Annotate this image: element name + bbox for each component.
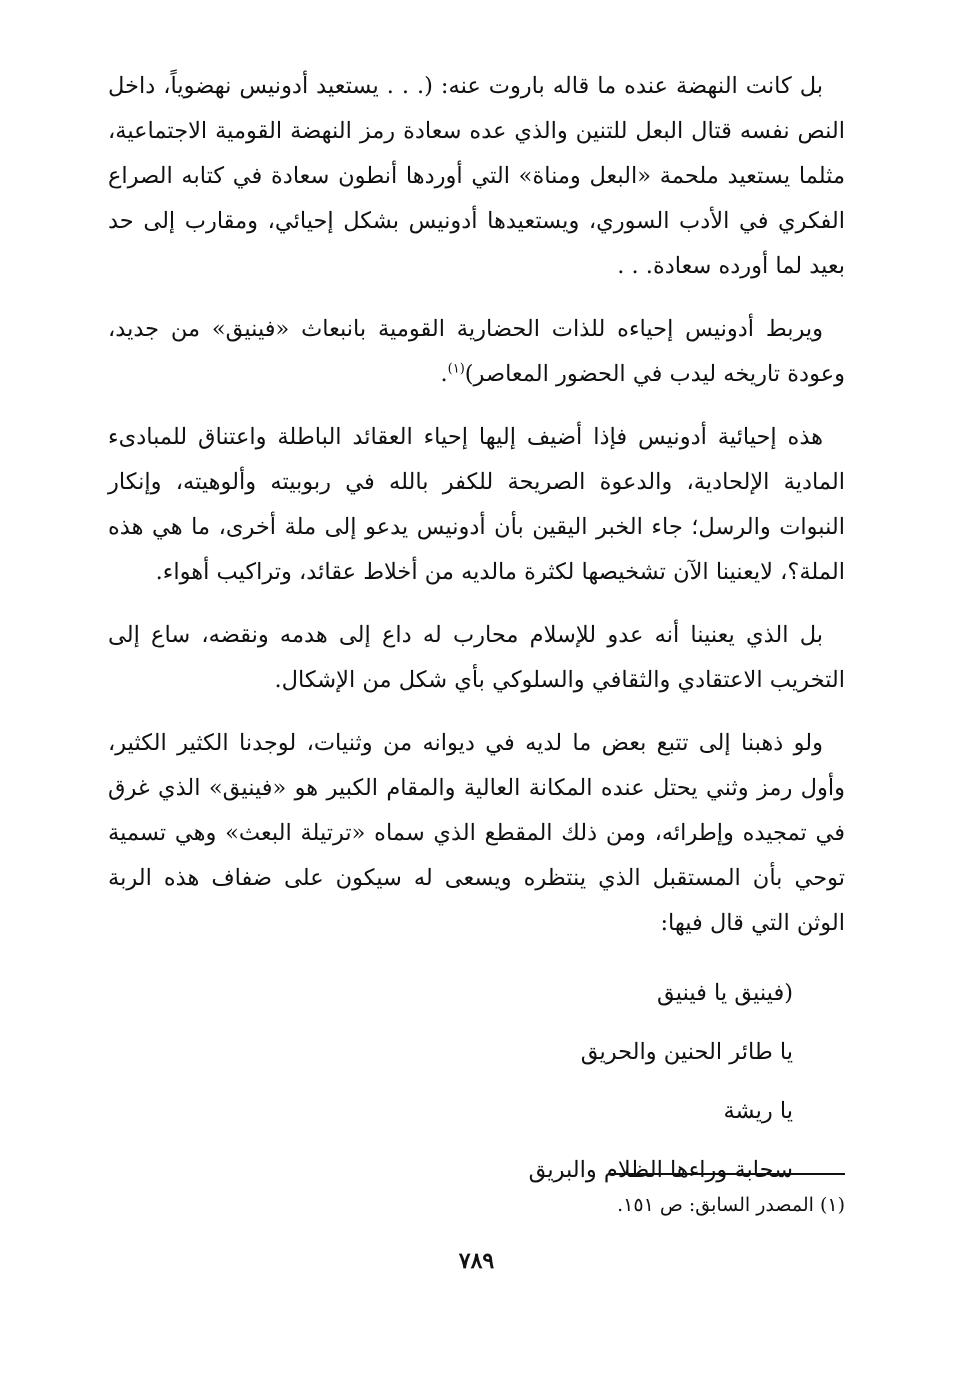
main-text bbox=[108, 64, 845, 1200]
paragraph-4: بل الذي يعنينا أنه عدو للإسلام محارب له داع إلى هدمه ونقضه، ساع إلى التخريب الاعتقادي والثقافي والسلوكي بأي شكل من الإشكال. bbox=[108, 622, 845, 693]
paragraph-2-text: ويربط أدونيس إحياءه للذات الحضارية القومية بانبعاث «فينيق» من جديد، وعودة تاريخه ليدب في الحضور المعاصر) bbox=[108, 316, 845, 387]
footnote-divider bbox=[608, 1173, 845, 1175]
poem-line-3: يا ريشة bbox=[723, 1098, 793, 1124]
page-number: ٧٨٩ bbox=[458, 1248, 495, 1274]
footnote-reference: (١) bbox=[447, 361, 465, 377]
footnote: (١) المصدر السابق: ص ١٥١. bbox=[617, 1194, 845, 1216]
poem-line-1: (فينيق يا فينيق bbox=[657, 980, 793, 1006]
paragraph-1: بل كانت النهضة عنده ما قاله باروت عنه: (. . . يستعيد أدونيس نهضوياً، داخل النص نفسه قتال البعل للتنين والذي عده سعادة رمز النهضة القومية الاجتماعية، مثلما يستعيد ملحمة «البعل ومناة» التي أوردها أنطون سعادة في كتابه الصراع الفكري في الأدب السوري، ويستعيدها أدونيس بشكل إحيائي، ومقارب إلى حد بعيد لما أورده سعادة. . . bbox=[108, 73, 845, 279]
paragraph-2 bbox=[108, 307, 845, 397]
paragraph-3: هذه إحيائية أدونيس فإذا أضيف إليها إحياء العقائد الباطلة واعتناق للمبادىء المادية الإلحادية، والدعوة الصريحة للكفر بالله في ربوبيته وألوهيته، وإنكار النبوات والرسل؛ جاء الخبر اليقين بأن أدونيس يدعو إلى ملة أخرى، ما هي هذه الملة؟، لايعنينا الآن تشخيصها لكثرة مالديه من أخلاط عقائد، وتراكيب أهواء. bbox=[108, 424, 845, 585]
poem-line-2: يا طائر الحنين والحريق bbox=[580, 1039, 793, 1065]
paragraph-5: ولو ذهبنا إلى تتبع بعض ما لديه في ديوانه من وثنيات، لوجدنا الكثير الكثير، وأول رمز وثني يحتل عنده المكانة العالية والمقام الكبير هو «فينيق» الذي غرق في تمجيده وإطرائه، ومن ذلك المقطع الذي سماه «ترتيلة البعث» وهي تسمية توحي بأن المستقبل الذي ينتظره ويسعى له سيكون على ضفاف هذه الربة الوثن التي قال فيها: bbox=[108, 730, 845, 936]
poem-block bbox=[108, 964, 845, 1200]
paragraph-2-end: . bbox=[440, 361, 448, 387]
poem-line-4: سحابة وراءها الظلام والبريق bbox=[528, 1157, 793, 1183]
